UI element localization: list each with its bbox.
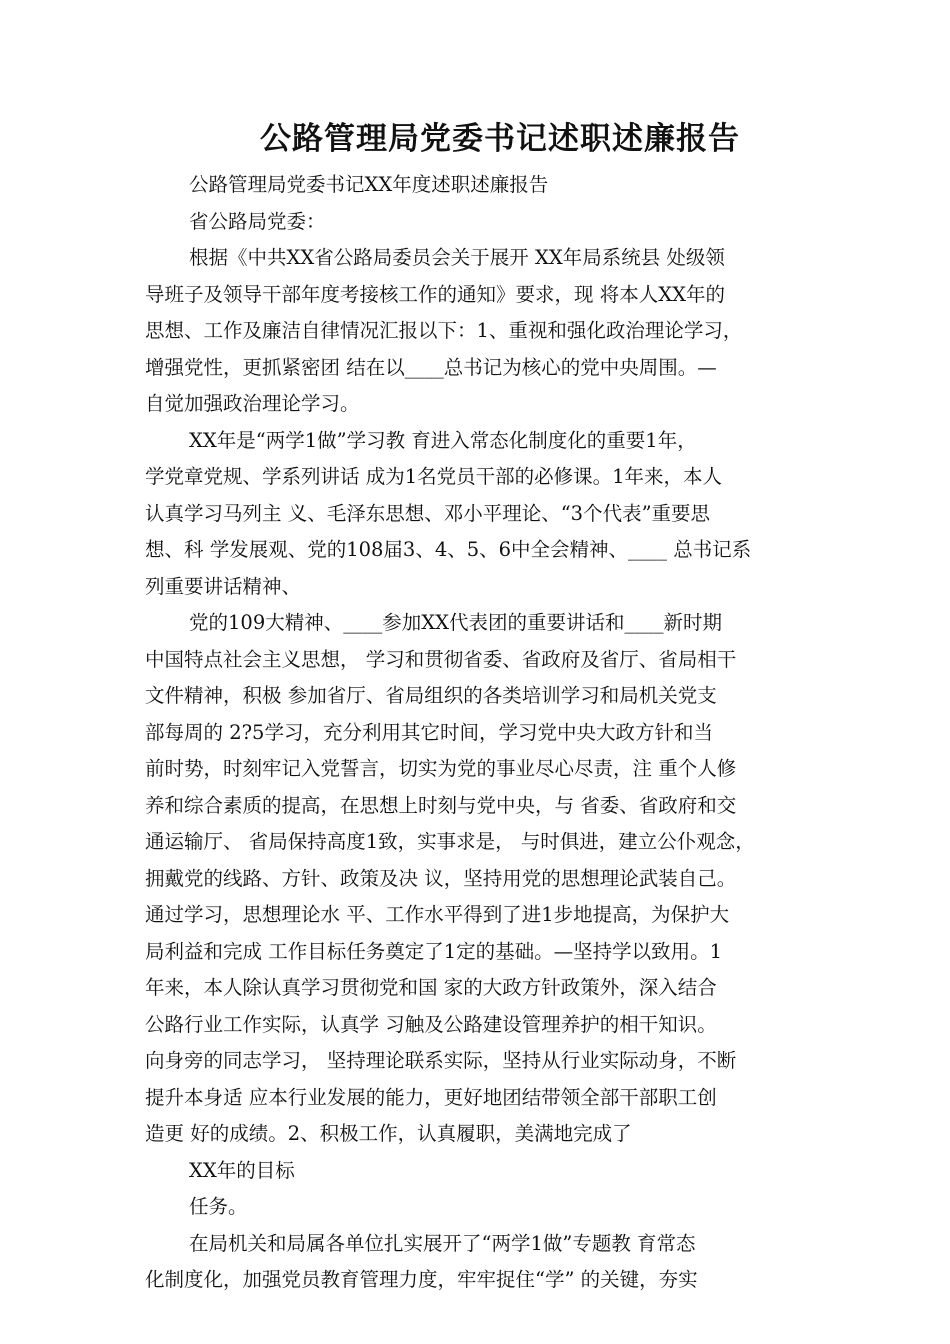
text-line: 任务。 xyxy=(189,1195,248,1218)
text-line: 造更 好的成绩。2、积极工作，认真履职，美满地完成了 xyxy=(145,1122,632,1145)
text-line: 列重要讲话精神、 xyxy=(145,574,302,598)
text-line: 中国特点社会主义思想， 学习和贯彻省委、省政府及省厅、省局相干 xyxy=(145,647,737,671)
text-line: 导班子及领导干部年度考接核工作的通知》要求，现 将本人XX年的 xyxy=(145,282,725,306)
text-line: 向身旁的同志学习， 坚持理论联系实际，坚持从行业实际动身，不断 xyxy=(145,1049,737,1072)
text-line: 通过学习，思想理论水 平、工作水平得到了进1步地提高，为保护大 xyxy=(145,903,730,926)
text-line: 根据《中共XX省公路局委员会关于展开 XX年局系统县 处级领 xyxy=(189,246,725,269)
text-line: 文件精神，积极 参加省厅、省局组织的各类培训学习和局机关党支 xyxy=(145,684,717,707)
text-line: 思想、工作及廉洁自律情况汇报以下：1、重视和强化政治理论学习， xyxy=(145,319,743,342)
text-line: 通运输厅、 省局保持高度1致，实事求是， 与时俱进，建立公仆观念， xyxy=(145,830,755,853)
text-line: 想、科 学发展观、党的108届3、4、5、6中全会精神、____ 总书记系 xyxy=(145,538,752,561)
text-line: 学党章党规、学系列讲话 成为1名党员干部的必修课。1年来，本人 xyxy=(145,465,723,488)
text-line: 提升本身适 应本行业发展的能力，更好地团结带领全部干部职工创 xyxy=(145,1085,717,1109)
text-line: 自觉加强政治理论学习。 xyxy=(145,392,360,415)
text-line: 省公路局党委： xyxy=(189,209,326,233)
text-line: 局利益和完成 工作目标任务奠定了1定的基础。—坚持学以致用。1 xyxy=(145,939,723,963)
text-line: 增强党性，更抓紧密团 结在以____总书记为核心的党中央周围。— xyxy=(145,355,717,379)
text-line: 化制度化，加强党员教育管理力度，牢牢捉住“学” 的关键，夯实 xyxy=(145,1268,698,1291)
text-line: 在局机关和局属各单位扎实展开了“两学1做”专题教 育常态 xyxy=(189,1231,696,1255)
text-line: XX年是“两学1做”学习教 育进入常态化制度化的重要1年， xyxy=(189,428,697,452)
document-title: 公路管理局党委书记述职述廉报告 xyxy=(260,121,740,157)
text-line: 党的109大精神、____参加XX代表团的重要讲话和____新时期 xyxy=(189,611,722,634)
text-line: 公路管理局党委书记XX年度述职述廉报告 xyxy=(189,173,549,196)
document-body xyxy=(145,167,825,1299)
text-line: 部每周的 2?5学习，充分利用其它时间，学习党中央大政方针和当 xyxy=(145,720,713,744)
text-line: 养和综合素质的提高，在思想上时刻与党中央，与 省委、省政府和交 xyxy=(145,793,737,817)
text-line: 前时势，时刻牢记入党誓言，切实为党的事业尽心尽责，注 重个人修 xyxy=(145,757,737,780)
text-line: 公路行业工作实际，认真学 习触及公路建设管理养护的相干知识。 xyxy=(145,1012,717,1036)
text-line: 拥戴党的线路、方针、政策及决 议，坚持用党的思想理论武装自己。 xyxy=(145,866,737,890)
text-line: 认真学习马列主 义、毛泽东思想、邓小平理论、“3个代表”重要思 xyxy=(145,501,711,525)
text-line: 年来，本人除认真学习贯彻党和国 家的大政方针政策外，深入结合 xyxy=(145,976,717,999)
text-line: XX年的目标 xyxy=(189,1158,295,1182)
